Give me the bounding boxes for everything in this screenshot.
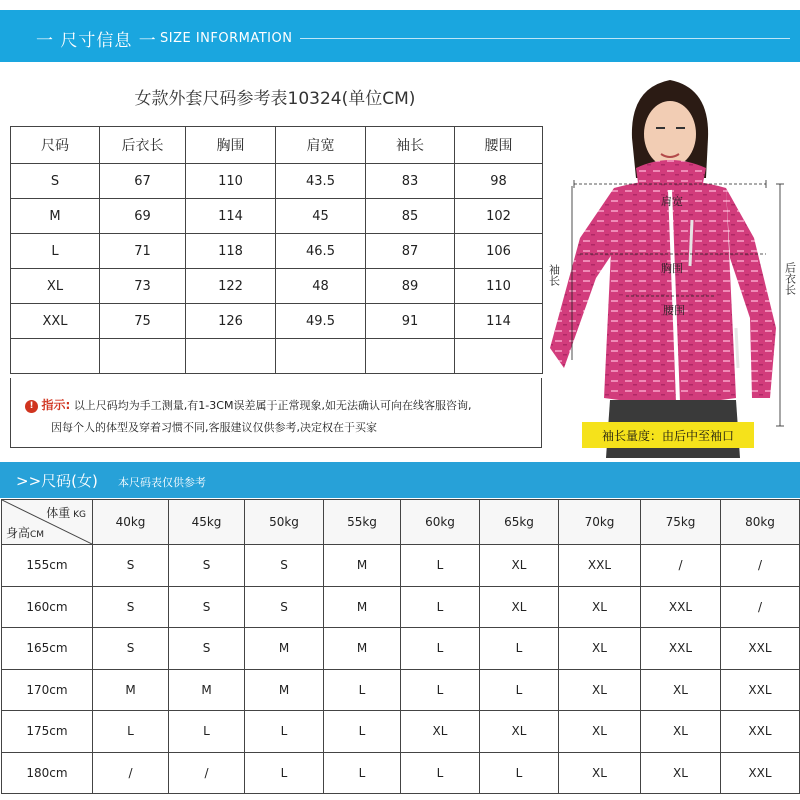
model-jacket-illustration xyxy=(540,68,800,458)
size-table-cell: 106 xyxy=(455,234,543,269)
fit-table-size-cell: XL xyxy=(480,545,559,587)
note-line-2: 因每个人的体型及穿着习惯不同,客服建议仅供参考,决定权在于买家 xyxy=(51,421,377,434)
label-waist: 腰围 xyxy=(663,304,685,317)
fit-table-size-cell: XL xyxy=(480,586,559,628)
fit-table-weight-header: 60kg xyxy=(401,500,480,545)
label-shoulder: 肩宽 xyxy=(661,195,683,208)
size-table-cell: 48 xyxy=(276,269,366,304)
fit-table-row xyxy=(2,669,800,711)
size-table-cell: 69 xyxy=(100,199,186,234)
fit-table-size-cell: XXL xyxy=(641,628,721,670)
fit-table-row xyxy=(2,752,800,794)
size-table-cell xyxy=(276,339,366,374)
size-table-cell: 89 xyxy=(366,269,455,304)
size-table-cell: XL xyxy=(11,269,100,304)
fit-table-size-cell: L xyxy=(480,752,559,794)
fit-table-size-cell: L xyxy=(401,545,480,587)
size-table-cell: 110 xyxy=(186,164,276,199)
fit-table-size-cell: XXL xyxy=(721,752,800,794)
size-table-cell: 118 xyxy=(186,234,276,269)
fit-table-height-cell: 175cm xyxy=(2,711,93,753)
fit-table-size-cell: / xyxy=(641,545,721,587)
size-table-cell xyxy=(100,339,186,374)
size-table xyxy=(10,126,543,374)
size-table-header-cell: 后衣长 xyxy=(100,127,186,164)
size-table-cell: 98 xyxy=(455,164,543,199)
size-table-header-cell: 胸围 xyxy=(186,127,276,164)
size-table-cell: 46.5 xyxy=(276,234,366,269)
fit-table-size-cell: L xyxy=(245,711,324,753)
fit-table-size-cell: L xyxy=(324,669,401,711)
size-table-cell: 75 xyxy=(100,304,186,339)
fit-table-size-cell: M xyxy=(324,628,401,670)
label-sleeve: 袖长 xyxy=(547,264,561,286)
fit-table-height-cell: 170cm xyxy=(2,669,93,711)
label-chest: 胸围 xyxy=(661,262,683,275)
fit-table-size-cell: S xyxy=(169,545,245,587)
fit-table-header xyxy=(2,500,800,545)
fit-table-size-cell: M xyxy=(245,628,324,670)
size-table-row xyxy=(11,304,543,339)
fit-table-size-cell: L xyxy=(93,711,169,753)
fit-table-size-cell: L xyxy=(324,711,401,753)
fit-table-height-cell: 160cm xyxy=(2,586,93,628)
fit-table-size-cell: XXL xyxy=(559,545,641,587)
fit-table-size-cell: L xyxy=(324,752,401,794)
size-table-cell: 102 xyxy=(455,199,543,234)
size-table-note xyxy=(10,378,542,448)
note-line-1 xyxy=(25,396,471,413)
fit-table-size-cell: XXL xyxy=(721,711,800,753)
size-info-banner xyxy=(0,10,800,62)
fit-table-size-cell: / xyxy=(169,752,245,794)
fit-table-size-cell: XL xyxy=(641,711,721,753)
banner-subtitle: SIZE INFORMATION xyxy=(160,31,293,46)
size-table-cell: 49.5 xyxy=(276,304,366,339)
corner-height-label: 身高CM xyxy=(6,526,45,540)
size-table-cell: 83 xyxy=(366,164,455,199)
size-table-title: 女款外套尺码参考表10324(单位CM) xyxy=(134,89,416,109)
fit-table-size-cell: M xyxy=(324,586,401,628)
fit-table xyxy=(1,499,800,794)
size-table-cell: S xyxy=(11,164,100,199)
fit-table-size-cell: S xyxy=(93,545,169,587)
fit-table-weight-header: 45kg xyxy=(169,500,245,545)
fit-table-size-cell: S xyxy=(245,586,324,628)
info-icon: ! xyxy=(25,400,38,413)
fit-table-row xyxy=(2,586,800,628)
banner-divider xyxy=(300,38,790,39)
fit-table-size-cell: L xyxy=(401,752,480,794)
fit-table-size-cell: XL xyxy=(480,711,559,753)
fit-table-size-cell: XL xyxy=(559,628,641,670)
size-table-header-cell: 袖长 xyxy=(366,127,455,164)
fit-table-size-cell: M xyxy=(169,669,245,711)
size-table-header-cell: 尺码 xyxy=(11,127,100,164)
fit-table-size-cell: L xyxy=(245,752,324,794)
fit-table-size-cell: / xyxy=(93,752,169,794)
size-table-cell: 71 xyxy=(100,234,186,269)
fit-guide-subtitle: 本尺码表仅供参考 xyxy=(118,476,206,489)
size-table-cell: 91 xyxy=(366,304,455,339)
fit-table-size-cell: L xyxy=(401,669,480,711)
sleeve-note: 袖长量度：由后中至袖口 xyxy=(601,429,735,443)
fit-table-size-cell: L xyxy=(401,586,480,628)
fit-table-weight-header: 65kg xyxy=(480,500,559,545)
fit-table-size-cell: S xyxy=(169,628,245,670)
fit-table-size-cell: XL xyxy=(641,752,721,794)
label-back-length: 后衣长 xyxy=(783,262,797,295)
size-table-cell: 67 xyxy=(100,164,186,199)
size-table-cell: M xyxy=(11,199,100,234)
fit-table-weight-header: 40kg xyxy=(93,500,169,545)
fit-table-size-cell: XL xyxy=(641,669,721,711)
banner-title: 一 尺寸信息 一 xyxy=(36,31,157,51)
fit-table-size-cell: S xyxy=(93,586,169,628)
size-table-cell: 114 xyxy=(455,304,543,339)
fit-table-size-cell: / xyxy=(721,545,800,587)
fit-table-size-cell: M xyxy=(245,669,324,711)
size-table-cell xyxy=(11,339,100,374)
fit-table-corner xyxy=(2,500,93,545)
size-table-cell: 73 xyxy=(100,269,186,304)
fit-table-size-cell: XXL xyxy=(641,586,721,628)
fit-table-weight-header: 50kg xyxy=(245,500,324,545)
fit-table-row xyxy=(2,545,800,587)
fit-table-row xyxy=(2,628,800,670)
fit-table-weight-header: 75kg xyxy=(641,500,721,545)
size-table-cell: 43.5 xyxy=(276,164,366,199)
fit-table-size-cell: S xyxy=(93,628,169,670)
fit-table-size-cell: L xyxy=(480,628,559,670)
fit-table-weight-header: 55kg xyxy=(324,500,401,545)
fit-table-size-cell: M xyxy=(324,545,401,587)
fit-table-height-cell: 165cm xyxy=(2,628,93,670)
size-table-cell: 114 xyxy=(186,199,276,234)
size-table-header-cell: 肩宽 xyxy=(276,127,366,164)
size-table-row xyxy=(11,339,543,374)
size-table-row xyxy=(11,199,543,234)
size-table-cell: 87 xyxy=(366,234,455,269)
size-table-header-cell: 腰围 xyxy=(455,127,543,164)
fit-table-size-cell: XL xyxy=(559,752,641,794)
size-table-row xyxy=(11,164,543,199)
fit-table-size-cell: XL xyxy=(559,586,641,628)
size-table-cell xyxy=(366,339,455,374)
fit-table-height-cell: 155cm xyxy=(2,545,93,587)
size-table-cell: 110 xyxy=(455,269,543,304)
fit-table-size-cell: XXL xyxy=(721,628,800,670)
fit-table-row xyxy=(2,711,800,753)
size-table-cell: L xyxy=(11,234,100,269)
size-table-row xyxy=(11,269,543,304)
fit-table-size-cell: M xyxy=(93,669,169,711)
fit-table-size-cell: XL xyxy=(559,669,641,711)
size-table-row xyxy=(11,234,543,269)
note-label: 指示: xyxy=(41,398,71,412)
size-table-header xyxy=(11,127,543,164)
fit-table-size-cell: L xyxy=(169,711,245,753)
fit-guide-header xyxy=(0,462,800,498)
size-table-cell: 45 xyxy=(276,199,366,234)
size-table-cell: 122 xyxy=(186,269,276,304)
fit-table-height-cell: 180cm xyxy=(2,752,93,794)
size-table-cell: 126 xyxy=(186,304,276,339)
fit-table-size-cell: S xyxy=(245,545,324,587)
fit-table-size-cell: L xyxy=(480,669,559,711)
fit-table-weight-header: 70kg xyxy=(559,500,641,545)
fit-table-size-cell: / xyxy=(721,586,800,628)
size-table-cell: 85 xyxy=(366,199,455,234)
corner-weight-label: 体重 KG xyxy=(46,506,86,520)
fit-table-size-cell: S xyxy=(169,586,245,628)
fit-table-weight-header: 80kg xyxy=(721,500,800,545)
size-table-cell xyxy=(186,339,276,374)
fit-table-size-cell: XL xyxy=(401,711,480,753)
fit-guide-title: >>尺码(女) xyxy=(16,472,98,490)
fit-table-size-cell: L xyxy=(401,628,480,670)
fit-table-size-cell: XXL xyxy=(721,669,800,711)
size-table-cell: XXL xyxy=(11,304,100,339)
fit-table-size-cell: XL xyxy=(559,711,641,753)
size-table-cell xyxy=(455,339,543,374)
note-text-1: 以上尺码均为手工测量,有1-3CM误差属于正常现象,如无法确认可向在线客服咨询, xyxy=(73,399,472,412)
